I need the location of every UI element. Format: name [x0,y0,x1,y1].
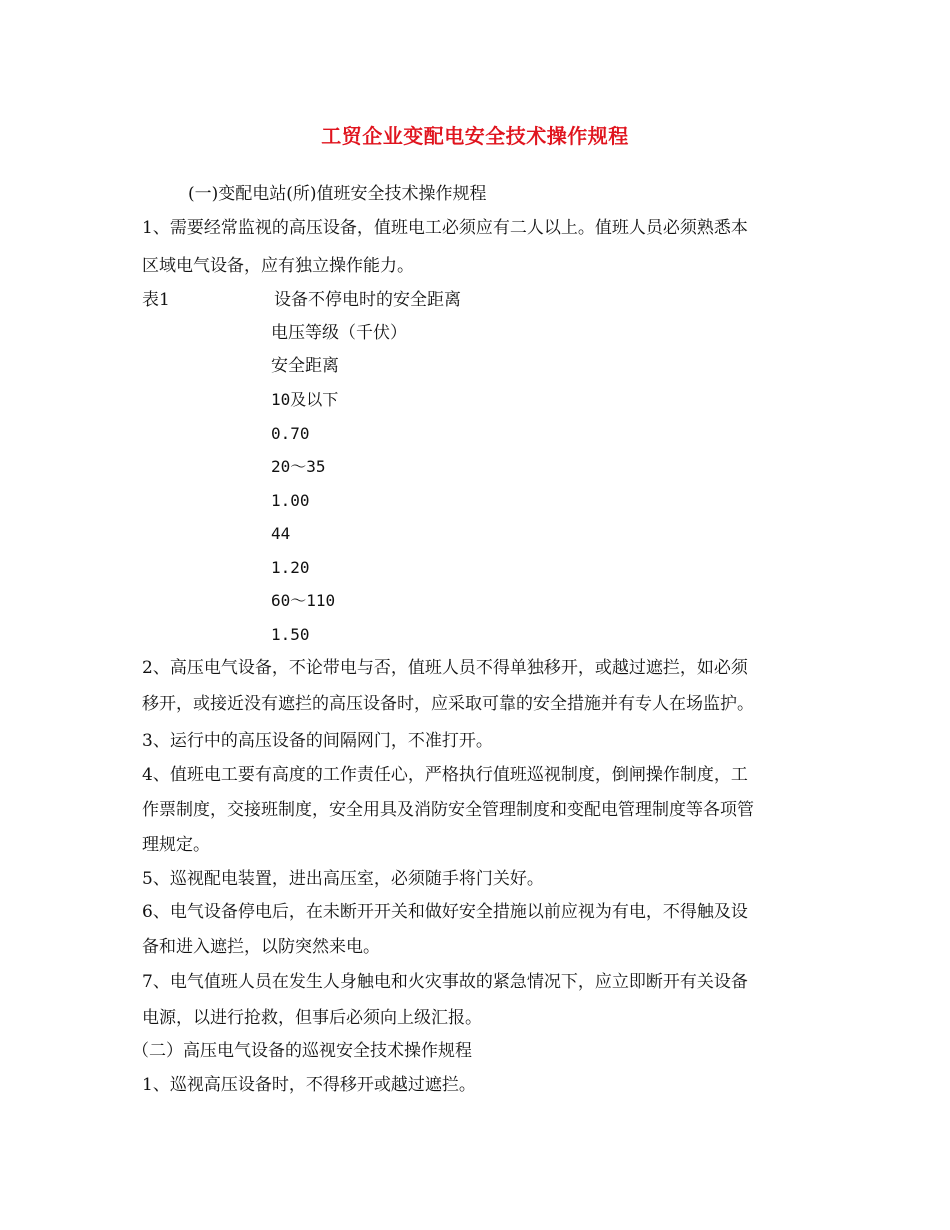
table-cell-distance-1: 0.70 [271,424,310,443]
section1-heading: (一)变配电站(所)值班安全技术操作规程 [188,184,487,204]
table-cell-distance-2: 1.00 [271,491,310,510]
table-cell-voltage-1: 10及以下 [271,390,339,409]
table-cell-voltage-4: 60～110 [271,591,336,610]
table-cell-voltage-2: 20～35 [271,457,326,476]
section2-item1: 1、巡视高压设备时，不得移开或越过遮拦。 [142,1075,476,1095]
table-header-voltage: 电压等级（千伏） [271,323,407,343]
item3: 3、运行中的高压设备的间隔网门，不准打开。 [142,731,493,751]
item5: 5、巡视配电装置，进出高压室，必须随手将门关好。 [142,869,544,889]
item4-line3: 理规定。 [142,835,210,855]
item2-line2: 移开，或接近没有遮拦的高压设备时，应采取可靠的安全措施并有专人在场监护。 [142,694,754,714]
item2-line1: 2、高压电气设备，不论带电与否，值班人员不得单独移开，或越过遮拦，如必须 [142,658,748,678]
item4-line2: 作票制度，交接班制度，安全用具及消防安全管理制度和变配电管理制度等各项管 [142,800,754,820]
table-header-distance: 安全距离 [271,356,339,376]
document-title: 工贸企业变配电安全技术操作规程 [321,124,629,148]
table-label: 表1 [142,290,170,310]
table-cell-distance-4: 1.50 [271,625,310,644]
item4-line1: 4、值班电工要有高度的工作责任心，严格执行值班巡视制度，倒闸操作制度，工 [142,765,748,785]
item7-line2: 电源，以进行抢救，但事后必须向上级汇报。 [142,1008,482,1028]
section2-heading: （二）高压电气设备的巡视安全技术操作规程 [132,1041,472,1061]
item6-line2: 备和进入遮拦，以防突然来电。 [142,937,380,957]
item7-line1: 7、电气值班人员在发生人身触电和火灾事故的紧急情况下，应立即断开有关设备 [142,972,748,992]
table-title: 设备不停电时的安全距离 [274,290,461,310]
item1-line1: 1、需要经常监视的高压设备，值班电工必须应有二人以上。值班人员必须熟悉本 [142,218,748,238]
item6-line1: 6、电气设备停电后，在未断开开关和做好安全措施以前应视为有电，不得触及设 [142,902,748,922]
table-cell-distance-3: 1.20 [271,558,310,577]
item1-line2: 区域电气设备，应有独立操作能力。 [142,256,414,276]
table-cell-voltage-3: 44 [271,524,291,543]
